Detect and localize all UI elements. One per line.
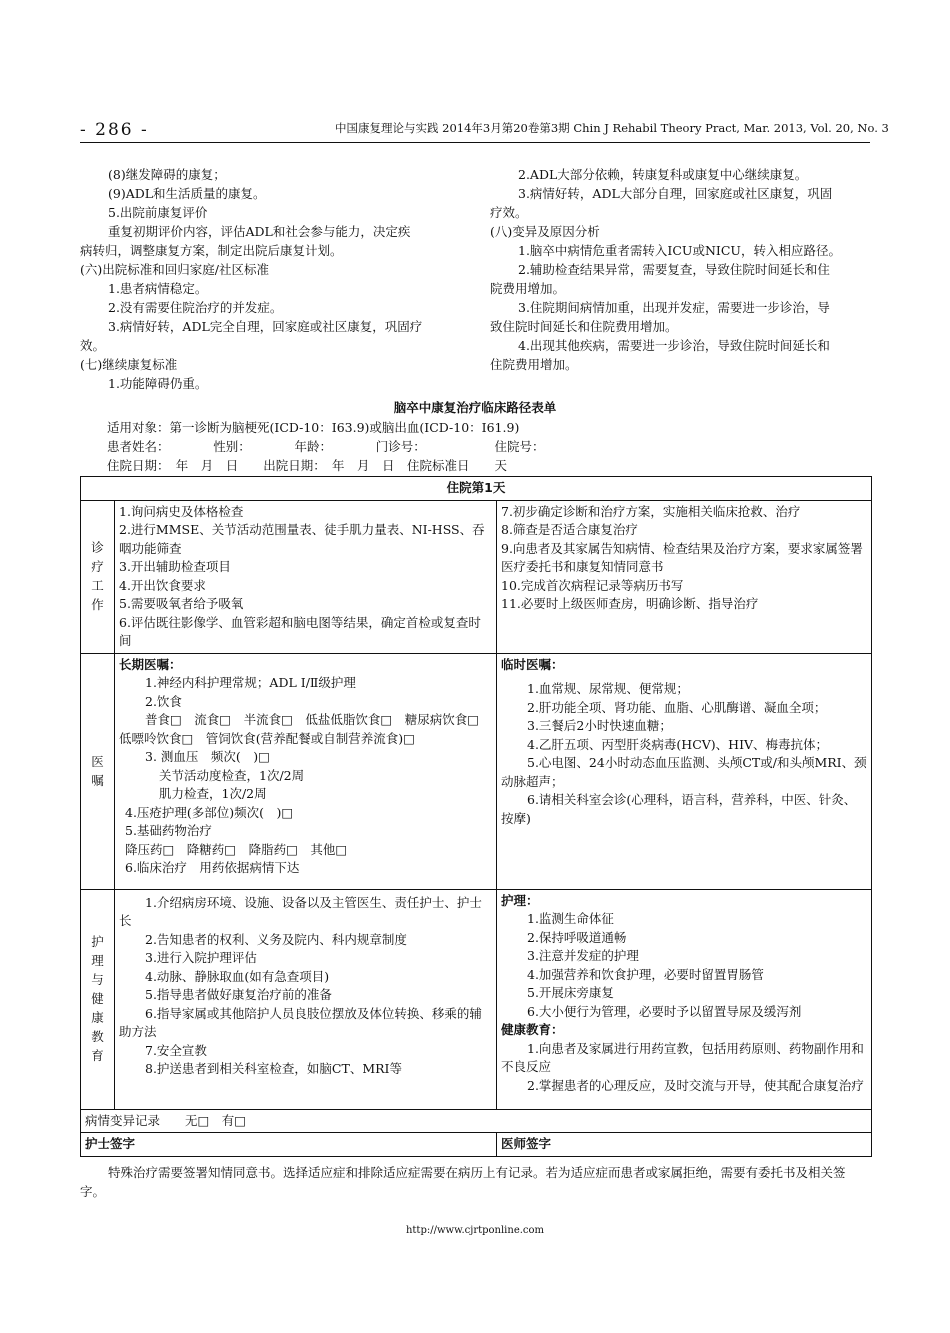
patient-line: 患者姓名： 性别： 年龄： 门诊号： 住院号： [107,439,545,454]
day-header-row [81,477,872,501]
temporary-order-item: 6.请相关科室会诊(心理科，语言科，营养科，中医、针灸、按摩) [501,792,857,826]
health-education-item: 2.掌握患者的心理反应，及时交流与开导，使其配合康复治疗 [527,1077,864,1093]
nursing-item: 3.进行入院护理评估 [145,950,257,965]
right-column [490,165,875,374]
long-term-order-item: 6.临床治疗 用药依据病情下达 [125,860,300,875]
paragraph-line: (8)继发障碍的康复； [108,167,226,182]
nursing-care-item: 6.大小便行为管理，必要时予以留置导尿及缓泻剂 [527,1003,802,1019]
day-header: 住院第1天 [81,477,872,501]
nursing-care-item: 2.保持呼吸道通畅 [527,929,627,945]
paragraph-line: (七)继续康复标准 [80,357,178,372]
paragraph-line: 住院费用增加。 [490,357,578,372]
page-number: - 286 - [80,120,149,140]
temporary-order-item: 4.乙肝五项、丙型肝炎病毒(HCV)、HIV、梅毒抗体； [527,736,829,752]
diagnosis-left [115,500,497,653]
long-term-order-item: 1.神经内科护理常规；ADL Ⅰ/Ⅱ级护理 [145,675,356,690]
long-term-order-item: 2.饮食 [145,693,182,709]
form-info [107,418,545,475]
temporary-order-item: 2.肝功能全项、肾功能、血脂、心肌酶谱、凝血全项； [527,699,827,715]
header-rule [80,142,870,143]
applicable-line: 适用对象：第一诊断为脑梗死(ICD-10：I63.9)或脑出血(ICD-10：I61.9) [107,420,520,435]
nursing-care-item: 5.开展床旁康复 [527,985,614,1000]
nursing-item: 5.指导患者做好康复治疗前的准备 [145,987,332,1002]
long-term-order-item: 4.压疮护理(多部位)频次( )□ [125,804,294,820]
nursing-item: 2.告知患者的权利、义务及院内、科内规章制度 [145,931,407,947]
diagnosis-row [81,500,872,653]
variance-row [81,1109,872,1133]
doctor-signature: 医师签字 [497,1133,872,1157]
footnote-text: 特殊治疗需要签署知情同意书。选择适应症和排除适应症需要在病历上有记录。若为适应症而患者或家属拒绝，需要有委托书及相关签字。 [80,1165,846,1199]
orders-right [497,653,872,889]
paragraph-line: 1.脑卒中病情危重者需转入ICU或NICU，转入相应路径。 [518,243,841,258]
paragraph-line: 3.病情好转，ADL完全自理，回家庭或社区康复，巩固疗 [108,319,423,334]
paragraph-line: 1.功能障碍仍重。 [108,376,208,391]
nursing-left [115,889,497,1109]
nursing-care-item: 3.注意并发症的护理 [527,948,639,963]
long-term-order-item: 关节活动度检查，1次/2周 [159,767,305,783]
nursing-care-item: 1.监测生命体征 [527,911,614,926]
diagnosis-item: 6.评估既往影像学、血管彩超和脑电图等结果，确定首检或复查时间 [119,614,481,648]
long-term-orders-heading: 长期医嘱： [119,656,182,672]
diagnosis-item: 5.需要吸氧者给予吸氧 [119,596,244,611]
orders-label: 医嘱 [81,653,115,889]
nursing-item: 1.介绍病房环境、设施、设备以及主管医生、责任护士、护士长 [119,894,482,928]
nursing-item: 7.安全宣教 [145,1042,207,1058]
paragraph-line: 疗效。 [490,205,528,220]
paragraph-line: 院费用增加。 [490,281,566,296]
paragraph-line: (9)ADL和生活质量的康复。 [108,186,266,201]
long-term-order-item: 肌力检查，1次/2周 [159,786,267,801]
footnote [80,1163,870,1201]
diagnosis-item: 4.开出饮食要求 [119,577,206,593]
temporary-order-item: 5.心电图、24小时动态血压监测、头颅CT或/和头颅MRI、颈动脉超声； [501,755,867,789]
diagnosis-item: 11.必要时上级医师查房，明确诊断、指导治疗 [501,596,759,611]
diagnosis-item: 7.初步确定诊断和治疗方案，实施相关临床抢救、治疗 [501,503,801,519]
temporary-order-item: 1.血常规、尿常规、便常规； [527,681,689,696]
paragraph-line: 2.没有需要住院治疗的并发症。 [108,300,283,315]
diagnosis-item: 3.开出辅助检查项目 [119,559,231,574]
long-term-order-item: 3. 测血压 频次( )□ [145,749,270,764]
nursing-item: 8.护送患者到相关科室检查，如脑CT、MRI等 [145,1061,402,1076]
paragraph-line: 5.出院前康复评价 [108,205,208,220]
temporary-orders-heading: 临时医嘱： [501,656,564,672]
dates-line: 住院日期： 年 月 日 出院日期： 年 月 日 住院标准日 天 [107,458,508,473]
paragraph-line: 1.患者病情稳定。 [108,281,208,296]
footer-url: http://www.cjrtponline.com [405,1225,545,1236]
left-column [80,165,465,393]
paragraph-line: 病转归，调整康复方案，制定出院后康复计划。 [80,243,343,258]
paragraph-line: 2.ADL大部分依赖，转康复科或康复中心继续康复。 [518,167,808,182]
paragraph-line: (八)变异及原因分析 [490,224,600,239]
diagnosis-right [497,500,872,653]
diagnosis-item: 2.进行MMSE、关节活动范围量表、徒手肌力量表、NI-HSS、吞咽功能筛查 [119,522,485,556]
orders-left [115,653,497,889]
paragraph-line: 重复初期评价内容，评估ADL和社会参与能力，决定疾 [108,224,411,239]
paragraph-line: (六)出院标准和回归家庭/社区标准 [80,262,269,277]
paragraph-line: 3.病情好转，ADL大部分自理，回家庭或社区康复，巩固 [518,186,833,201]
diagnosis-item: 9.向患者及其家属告知病情、检查结果及治疗方案，要求家属签署医疗委托书和康复知情同意书 [501,540,863,574]
variance-record: 病情变异记录 无□ 有□ [81,1109,872,1133]
paragraph-line: 3.住院期间病情加重，出现并发症，需要进一步诊治，导 [518,300,830,315]
temporary-order-item: 3.三餐后2小时快速血糖； [527,718,672,733]
long-term-order-item: 降压药□ 降糖药□ 降脂药□ 其他□ [125,841,348,857]
form-title: 脑卒中康复治疗临床路径表单 [393,400,557,415]
paragraph-line: 4.出现其他疾病，需要进一步诊治，导致住院时间延长和 [518,338,830,353]
orders-row [81,653,872,889]
diagnosis-label: 诊疗工作 [81,500,115,653]
diagnosis-item: 10.完成首次病程记录等病历书写 [501,577,684,593]
nurse-signature: 护士签字 [81,1133,497,1157]
long-term-order-item: 普食□ 流食□ 半流食□ 低盐低脂饮食□ 糖尿病饮食□ 低嘌呤饮食□ 管饲饮食(营养配餐或自制营养流食)□ [119,712,492,746]
clinical-pathway-table [80,476,872,1157]
paragraph-line: 效。 [80,338,106,353]
nursing-care-item: 4.加强营养和饮食护理，必要时留置胃肠管 [527,966,764,982]
nursing-heading: 护理： [501,892,539,908]
signature-row [81,1133,872,1157]
nursing-label: 护理与健康教育 [81,889,115,1109]
diagnosis-item: 8.筛查是否适合康复治疗 [501,522,638,537]
health-education-item: 1.向患者及家属进行用药宣教，包括用药原则、药物副作用和不良反应 [501,1040,864,1074]
long-term-order-item: 5.基础药物治疗 [125,823,212,838]
paragraph-line: 2.辅助检查结果异常，需要复查，导致住院时间延长和住 [518,262,830,277]
journal-header: 中国康复理论与实践 2014年3月第20卷第3期 Chin J Rehabil Theory Pract, Mar. 2013, Vol. 20, No. 3 [335,121,889,135]
nursing-item: 6.指导家属或其他陪护人员良肢位摆放及体位转换、移乘的辅助方法 [119,1005,482,1039]
paragraph-line: 致住院时间延长和住院费用增加。 [490,319,678,334]
nursing-row [81,889,872,1109]
nursing-item: 4.动脉、静脉取血(如有急查项目) [145,968,330,984]
diagnosis-item: 1.询问病史及体格检查 [119,503,244,519]
nursing-right [497,889,872,1109]
health-education-heading: 健康教育： [501,1022,564,1037]
